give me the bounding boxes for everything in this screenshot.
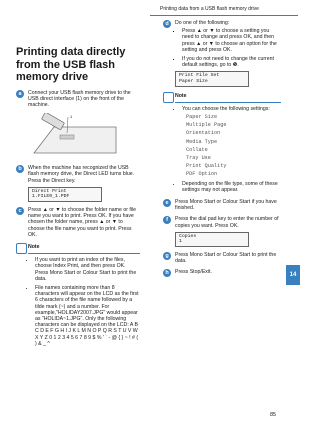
step-a-text: Connect your USB flash memory drive to the USB direct interface (1) on the front of the machine. [28, 89, 131, 108]
note-intro-text: You can choose the following settings: [182, 105, 270, 112]
right-column [163, 20, 281, 281]
step-d-text: Do one of the following: [175, 20, 230, 26]
lcd3-line1: Copies [179, 233, 197, 239]
note-item-1: • If you want to print an index of the files, choose Index Print, and then press OK. Press Mono Start or Colour Start to print the data. [35, 257, 140, 282]
setting-item: Multiple Page [186, 122, 227, 129]
note-intro [182, 106, 281, 178]
note-icon [16, 243, 27, 254]
lcd1-line1: Direct Print [32, 188, 67, 194]
setting-item: Collate [186, 146, 208, 153]
lcd3-line2: 1 [179, 239, 182, 245]
chapter-tab: 14 [286, 265, 300, 285]
step-a [16, 90, 140, 109]
lcd1-line2: 1.FILE0_1.PDF [32, 194, 70, 200]
step-b-marker: b [16, 165, 24, 173]
step-d [163, 20, 281, 87]
note-label: Note [175, 92, 187, 99]
header-rule [150, 15, 298, 16]
setting-item: Tray Use [186, 155, 211, 162]
step-d-marker: d [163, 20, 171, 28]
step-h-marker: h [163, 269, 171, 277]
note-list-right [175, 106, 281, 193]
note-item-2: • File names containing more than 8 characters will appear on the LCD as the first 6 characters of the file name followed by a tilde mark (~) and a number. For example,"HOLIDAY2007.JPG" would appear as "HOLIDA~1.JPG". Only the following characters can be displayed on the LCD: A B C D E F G H I J K L M N O P Q R S T U V W X Y Z 0 1 2 3 4 5 6 7 8 9 $ % ' ` - @ { } ~ ! # ( ) & _ ^ [35, 285, 140, 347]
step-b [16, 165, 140, 202]
step-h-text: Press Stop/Exit. [175, 269, 212, 276]
setting-item: Print Quality [186, 163, 227, 170]
step-f [163, 216, 281, 247]
note-rule [28, 253, 140, 254]
step-c-marker: c [16, 207, 24, 215]
step-e-text: Press Mono Start or Colour Start if you have finished. [175, 199, 277, 212]
step-d-option-2: ▪ If you do not need to change the current default settings, go to ❺. [182, 56, 281, 68]
step-d-options [175, 28, 281, 68]
note-box-right [163, 93, 281, 193]
lcd2-line1: Print File Set [179, 73, 220, 79]
left-column [16, 28, 140, 353]
note-icon [163, 92, 174, 103]
step-h [163, 269, 281, 275]
step-a-marker: a [16, 90, 24, 98]
header-title: Printing data from a USB flash memory drive [160, 6, 259, 12]
setting-item: Paper Size [186, 114, 218, 121]
step-e-marker: e [163, 199, 171, 207]
note-list-left [28, 257, 140, 347]
setting-item: Orientation [186, 130, 221, 137]
settings-list [182, 114, 281, 178]
note-extra: • Depending on the file type, some of these settings may not appear. [182, 181, 281, 193]
step-g-text: Press Mono Start or Colour Start to print the data. [175, 252, 277, 265]
lcd-display-1 [28, 187, 102, 202]
step-g [163, 252, 281, 264]
step-c-text: Press ▲ or ▼ to choose the folder name or file name you want to print. Press OK. If you have chosen the folder name, press ▲ or ▼ to choose the file name you want to print. Press OK. [28, 206, 137, 238]
callout-1: 1 [70, 114, 73, 120]
note-box-left [16, 244, 140, 347]
step-c [16, 207, 140, 238]
note-rule [175, 102, 281, 103]
machine-front-drawing [24, 113, 124, 159]
step-e [163, 199, 281, 211]
step-f-text: Press the dial pad key to enter the number of copies you want. Press OK. [175, 216, 279, 229]
step-d-option-1: ▪ Press ▲ or ▼ to choose a setting you need to change and press OK, and then press ▲ or ▼ to choose an option for the setting and press OK. [182, 28, 281, 53]
page-header [150, 5, 298, 16]
lcd-display-3 [175, 232, 249, 247]
setting-item: Media Type [186, 138, 218, 145]
note-label: Note [28, 243, 40, 250]
lcd-display-2 [175, 71, 249, 86]
section-heading: Printing data directly from the USB flash memory drive [16, 46, 126, 83]
usb-drive-illustration [24, 113, 140, 159]
setting-item: PDF Option [186, 171, 218, 178]
lcd2-line2: Paper Size [179, 79, 208, 85]
step-b-text: When the machine has recognized the USB flash memory drive, the Direct LED turns blue. Press the Direct key. [28, 165, 135, 184]
page-number: 85 [270, 412, 277, 418]
step-f-marker: f [163, 216, 171, 224]
step-g-marker: g [163, 252, 171, 260]
